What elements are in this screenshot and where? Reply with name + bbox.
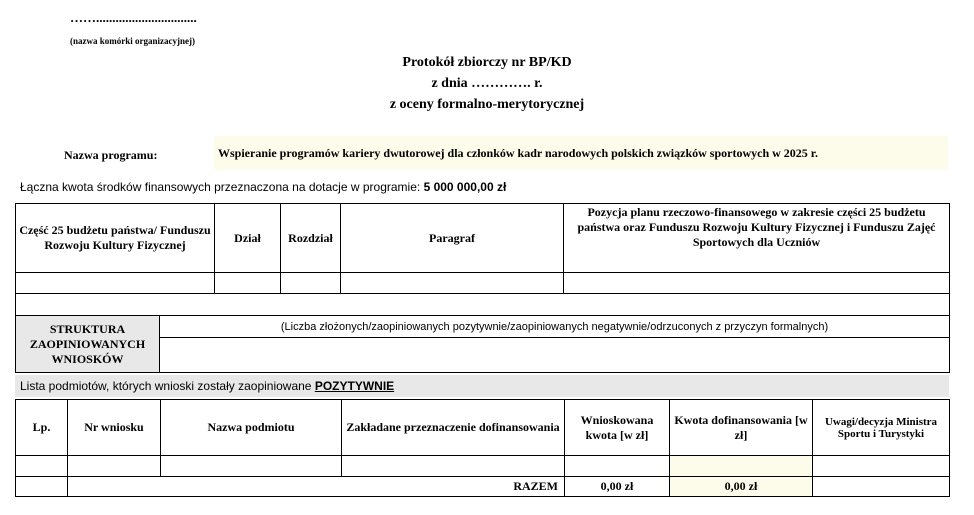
total-funds-label: Łączna kwota środków finansowych przeznaczona na dotacje w programie: — [20, 180, 421, 194]
header-czesc: Część 25 budżetu państwa/ Funduszu Rozwoju Kultury Fizycznej — [16, 204, 215, 273]
header-wnioskowana-kwota: Wnioskowana kwota [w zł] — [565, 400, 670, 456]
razem-label: RAZEM — [68, 477, 565, 497]
total-funds-line — [20, 180, 506, 194]
header-kwota-dofinansowania: Kwota dofinansowania [w zł] — [670, 400, 813, 456]
razem-wnioskowana: 0,00 zł — [565, 477, 670, 497]
row-lp[interactable] — [16, 456, 68, 477]
row-nr-wniosku[interactable] — [68, 456, 161, 477]
protocol-title: Protokół zbiorczy nr BP/KD — [402, 55, 572, 70]
budget-table — [15, 203, 950, 316]
header-nr-wniosku: Nr wniosku — [68, 400, 161, 456]
cell-dzial[interactable] — [215, 273, 281, 294]
cell-czesc[interactable] — [16, 273, 215, 294]
structure-value[interactable] — [160, 338, 950, 373]
cell-pozycja[interactable] — [564, 273, 950, 294]
org-unit-caption: (nazwa komórki organizacyjnej) — [70, 36, 195, 46]
structure-table — [15, 315, 950, 373]
header-nazwa-podmiotu: Nazwa podmiotu — [161, 400, 342, 456]
spacer-row — [16, 294, 950, 316]
cell-rozdzial[interactable] — [281, 273, 341, 294]
row-uwagi[interactable] — [813, 456, 950, 477]
positive-list-prefix: Lista podmiotów, których wnioski zostały zaopiniowane — [20, 379, 315, 393]
header-paragraf: Paragraf — [341, 204, 564, 273]
positive-list-label — [15, 375, 949, 397]
header-lp: Lp. — [16, 400, 68, 456]
protocol-date: z dnia …………. r. — [431, 76, 543, 91]
row-wnioskowana[interactable] — [565, 456, 670, 477]
row-przeznaczenie[interactable] — [342, 456, 565, 477]
program-name-label: Nazwa programu: — [64, 148, 158, 162]
row-nazwa-podmiotu[interactable] — [161, 456, 342, 477]
header-uwagi: Uwagi/decyzja Ministra Sportu i Turystyki — [813, 400, 950, 456]
header-przeznaczenie: Zakładane przeznaczenie dofinansowania — [342, 400, 565, 456]
razem-uwagi — [813, 477, 950, 497]
razem-kwota: 0,00 zł — [670, 477, 813, 497]
header-pozycja: Pozycja planu rzeczowo-finansowego w zakresie części 25 budżetu państwa oraz Funduszu Rozwoju Kultury Fizycznej i Funduszu Zajęć Sportowych dla Uczniów — [564, 204, 950, 273]
row-kwota[interactable] — [670, 456, 813, 477]
protocol-subtitle: z oceny formalno-merytorycznej — [389, 97, 585, 112]
structure-label: STRUKTURA ZAOPINIOWANYCH WNIOSKÓW — [16, 316, 160, 373]
razem-blank — [16, 477, 68, 497]
positive-list-emph: POZYTYWNIE — [314, 379, 395, 393]
entities-table — [15, 399, 950, 497]
header-dzial: Dział — [215, 204, 281, 273]
org-unit-dots[interactable]: ……............................... — [70, 10, 197, 25]
program-name-value[interactable]: Wspieranie programów kariery dwutorowej dla członków kadr narodowych polskich związków sportowych w 2025 r. — [214, 136, 948, 170]
total-funds-value: 5 000 000,00 zł — [423, 180, 507, 194]
header-rozdzial: Rozdział — [281, 204, 341, 273]
cell-paragraf[interactable] — [341, 273, 564, 294]
structure-hint: (Liczba złożonych/zaopiniowanych pozytywnie/zaopiniowanych negatywnie/odrzuconych z przyczyn formalnych) — [160, 316, 950, 338]
